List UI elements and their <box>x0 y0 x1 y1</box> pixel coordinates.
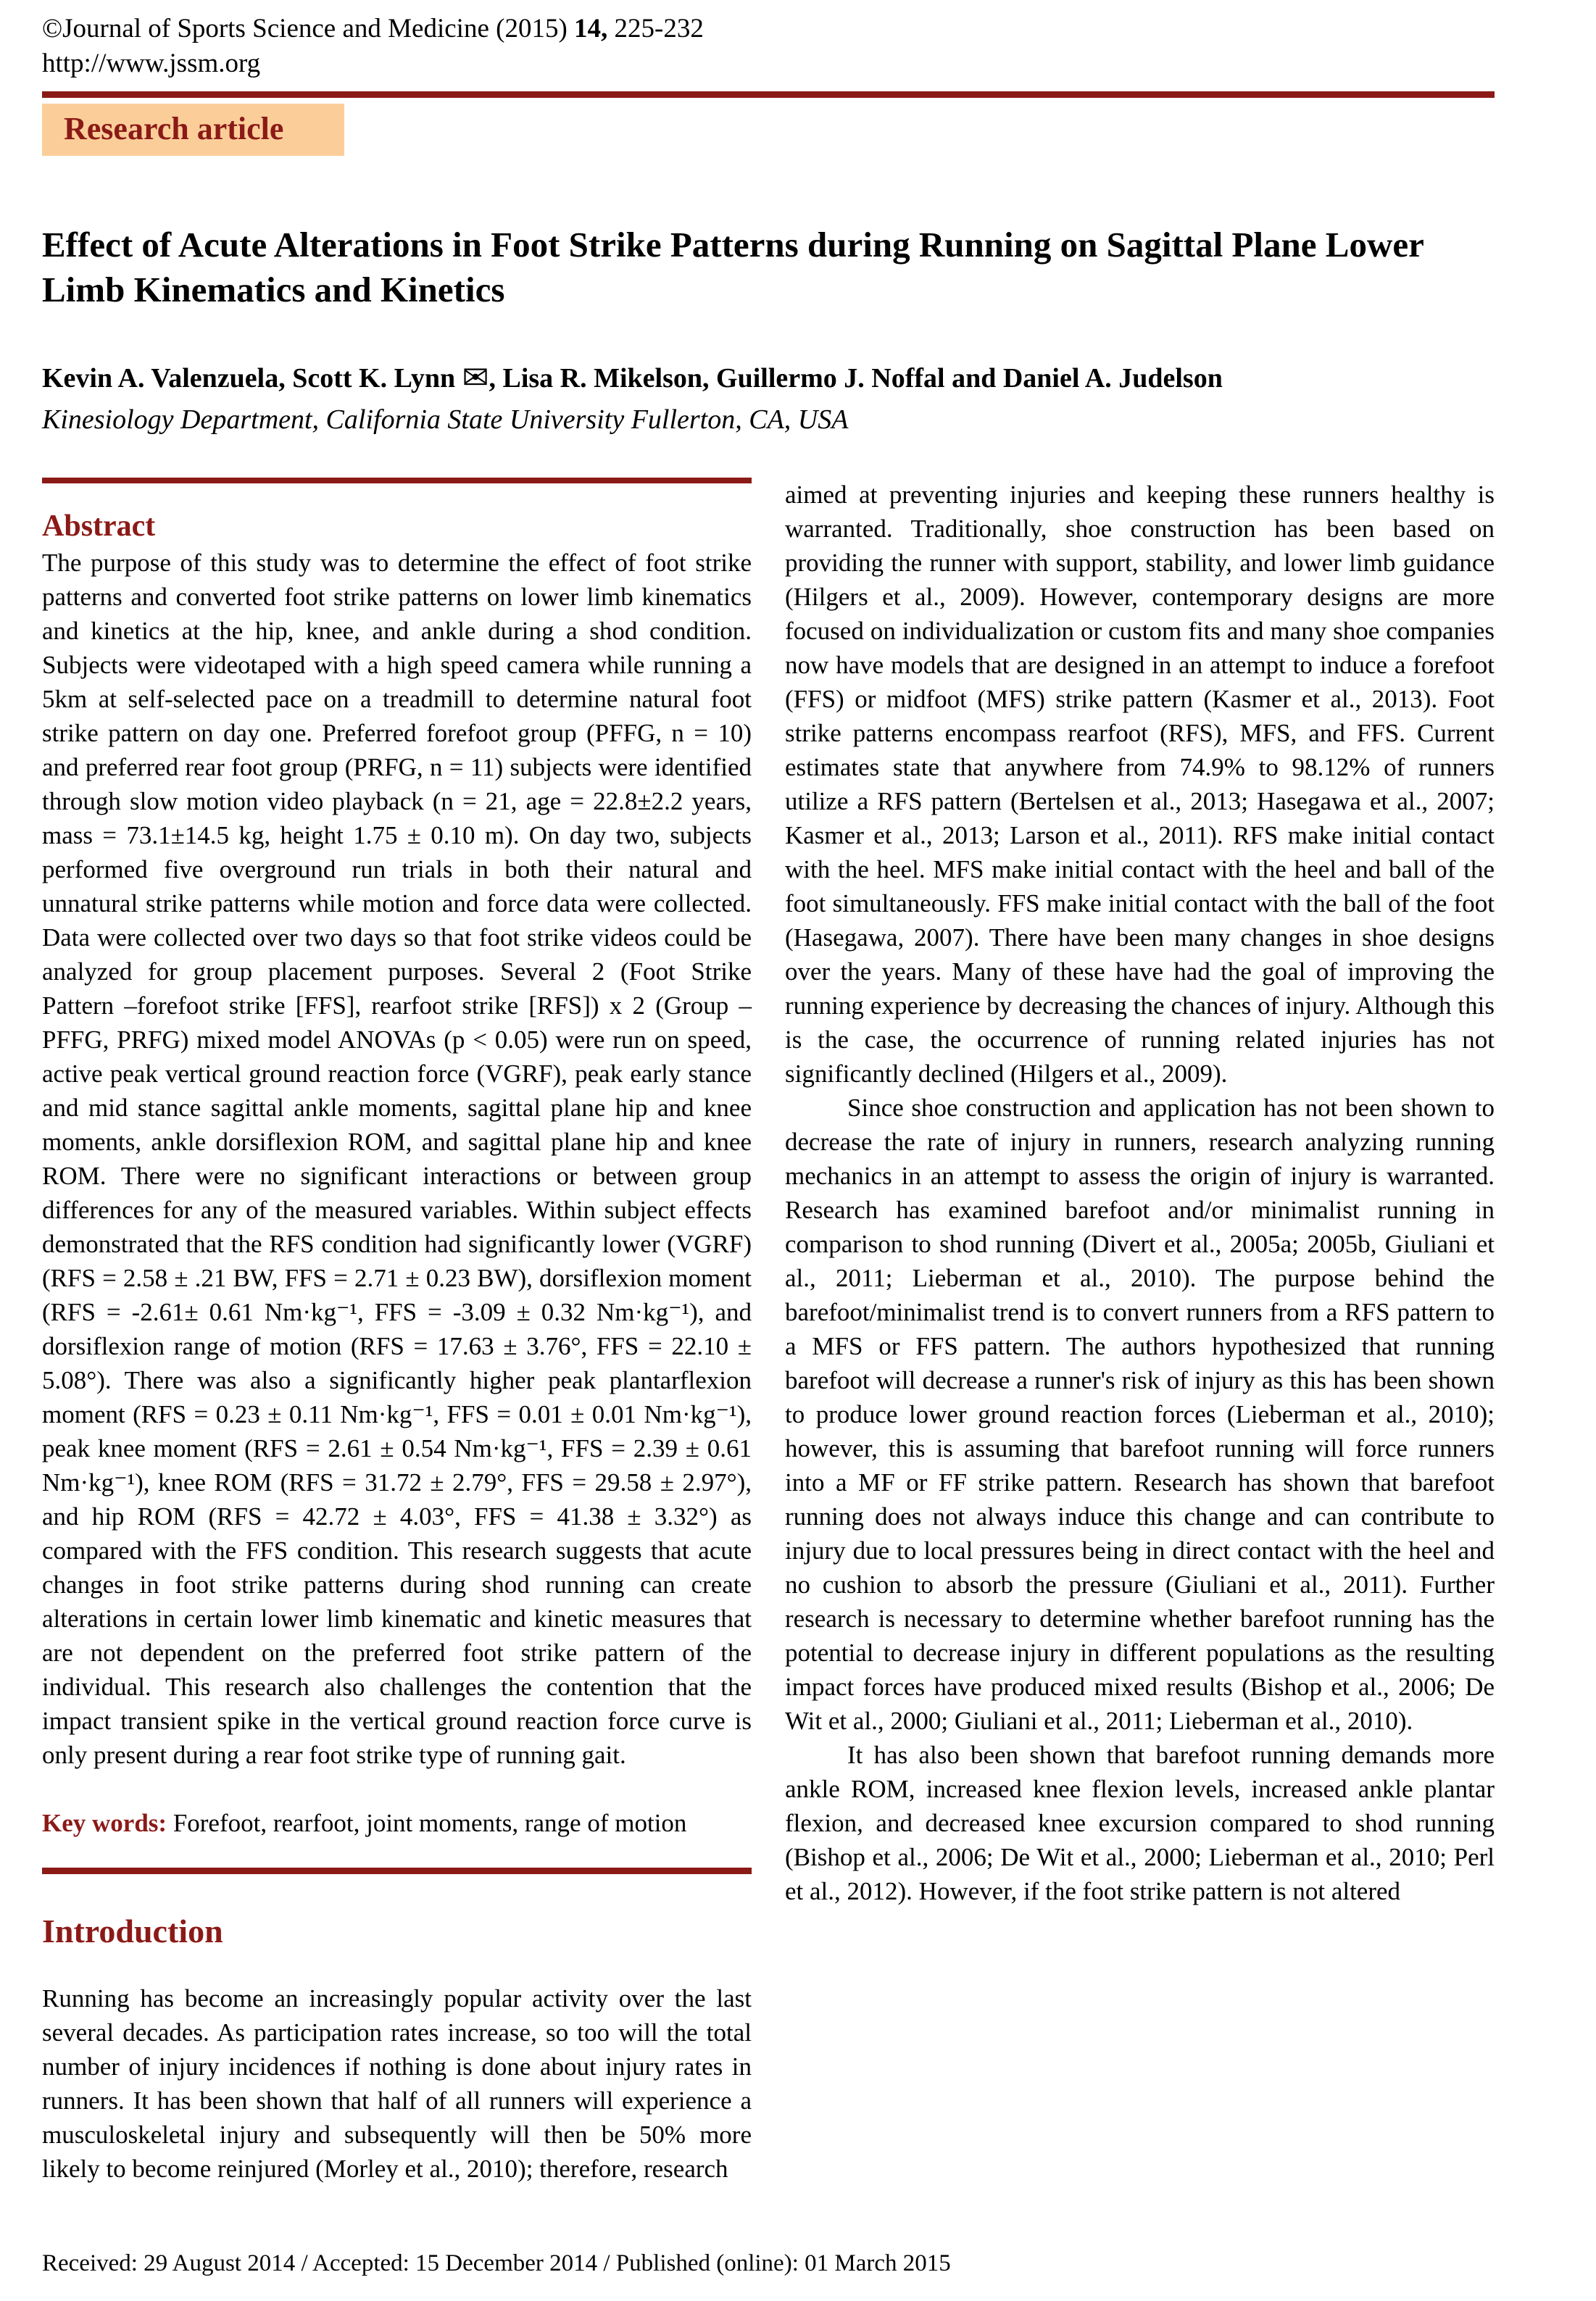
introduction-continuation-paragraph: aimed at preventing injuries and keeping these runners healthy is warranted. Traditionally, shoe construction has been based on providing the runner with support, stability, and lower limb guidance (Hilgers et al., 2009). However, contemporary designs are more focused on individualization or custom fits and many shoe companies now have models that are designed in an attempt to induce a forefoot (FFS) or midfoot (MFS) strike pattern (Kasmer et al., 2013). Foot strike patterns encompass rearfoot (RFS), MFS, and FFS. Current estimates state that anywhere from 74.9% to 98.12% of runners utilize a RFS pattern (Bertelsen et al., 2013; Hasegawa et al., 2007; Kasmer et al., 2013; Larson et al., 2011). RFS make initial contact with the heel. MFS make initial contact with the heel and ball of the foot simultaneously. FFS make initial contact with the ball of the foot (Hasegawa, 2007). There have been many changes in shoe designs over the years. Many of these have had the goal of improving the running experience by decreasing the chances of injury. Although this is the case, the occurrence of running related injuries has not significantly declined (Hilgers et al., 2009). <box>785 480 1495 1088</box>
authors-line <box>42 360 1495 396</box>
introduction-heading: Introduction <box>42 1913 223 1950</box>
journal-url-link[interactable]: http://www.jssm.org <box>42 49 261 78</box>
keywords-text: Forefoot, rearfoot, joint moments, range of motion <box>167 1809 687 1837</box>
top-divider-rule <box>42 91 1495 98</box>
keywords-line <box>42 1806 752 1840</box>
two-column-body <box>42 478 1495 2186</box>
affiliation: Kinesiology Department, California State University Fullerton, CA, USA <box>42 404 849 435</box>
journal-masthead <box>42 12 1495 81</box>
page-content <box>42 0 1495 2186</box>
abstract-heading: Abstract <box>42 509 156 543</box>
introduction-paragraph-3: It has also been shown that barefoot running demands more ankle ROM, increased knee flexion levels, increased ankle plantar flexion, and decreased knee excursion compared to shod running (Bishop et al., 2006; De Wit et al., 2000; Lieberman et al., 2010; Perl et al., 2012). However, if the foot strike pattern is not altered <box>785 1741 1495 1905</box>
abstract-text: The purpose of this study was to determine the effect of foot strike patterns and converted foot strike patterns on lower limb kinematics and kinetics at the hip, knee, and ankle during a shod condition. Subjects were videotaped with a high speed camera while running a 5km at self-selected pace on a treadmill to determine natural foot strike pattern on day one. Preferred forefoot group (PFFG, n = 10) and preferred rear foot group (PRFG, n = 11) subjects were identified through slow motion video playback (n = 21, age = 22.8±2.2 years, mass = 73.1±14.5 kg, height 1.75 ± 0.10 m). On day two, subjects performed five overground run trials in both their natural and unnatural strike patterns while motion and force data were collected. Data were collected over two days so that foot strike videos could be analyzed for group placement purposes. Several 2 (Foot Strike Pattern –forefoot strike [FFS], rearfoot strike [RFS]) x 2 (Group – PFFG, PRFG) mixed model ANOVAs (p < 0.05) were run on speed, active peak vertical ground reaction force (VGRF), peak early stance and mid stance sagittal ankle moments, sagittal plane hip and knee moments, ankle dorsiflexion ROM, and sagittal plane hip and knee ROM. There were no significant interactions or between group differences for any of the measured variables. Within subject effects demonstrated that the RFS condition had significantly lower (VGRF) (RFS = 2.58 ± .21 BW, FFS = 2.71 ± 0.23 BW), dorsiflexion moment (RFS = -2.61± 0.61 Nm·kg⁻¹, FFS = -3.09 ± 0.32 Nm·kg⁻¹), and dorsiflexion range of motion (RFS = 17.63 ± 3.76°, FFS = 22.10 ± 5.08°). There was also a significantly higher peak plantarflexion moment (RFS = 0.23 ± 0.11 Nm·kg⁻¹, FFS = 0.01 ± 0.01 Nm·kg⁻¹), peak knee moment (RFS = 2.61 ± 0.54 Nm·kg⁻¹, FFS = 2.39 ± 0.61 Nm·kg⁻¹), knee ROM (RFS = 31.72 ± 2.79°, FFS = 29.58 ± 2.97°), and hip ROM (RFS = 42.72 ± 4.03°, FFS = 41.38 ± 3.32°) as compared with the FFS condition. This research suggests that acute changes in foot strike patterns during shod running can create alterations in certain lower limb kinematic and kinetic measures that are not dependent on the preferred foot strike pattern of the individual. This research also challenges the contention that the impact transient spike in the vertical ground reaction force curve is only present during a rear foot strike type of running gait. <box>42 549 752 1769</box>
introduction-paragraph-2: Since shoe construction and application has not been shown to decrease the rate of injury in runners, research analyzing running mechanics in an attempt to assess the origin of injury is warranted. Research has examined barefoot and/or minimalist running in comparison to shod running (Divert et al., 2005a; 2005b, Giuliani et al., 2011; Lieberman et al., 2010). The purpose behind the barefoot/minimalist trend is to convert runners from a RFS pattern to a MFS or FFS pattern. The authors hypothesized that running barefoot will decrease a runner's risk of injury as this has been shown to produce lower ground reaction forces (Lieberman et al., 2010); however, this is assuming that barefoot running will force runners into a MF or FF strike pattern. Research has shown that barefoot running does not always induce this change and can contribute to injury due to local pressures being in direct contact with the heel and no cushion to absorb the pressure (Giuliani et al., 2011). Further research is necessary to determine whether barefoot running has the potential to decrease injury in different populations as the resulting impact forces have produced mixed results (Bishop et al., 2006; De Wit et al., 2000; Giuliani et al., 2011; Lieberman et al., 2010). <box>785 1094 1495 1735</box>
journal-citation-prefix: ©Journal of Sports Science and Medicine (2015) <box>42 14 575 43</box>
journal-pages: 225-232 <box>607 14 704 43</box>
journal-volume: 14, <box>574 14 608 43</box>
abstract-top-rule <box>42 478 752 483</box>
corresponding-author-envelope-icon[interactable]: ✉ <box>462 359 489 396</box>
keywords-label: Key words: <box>42 1809 167 1837</box>
authors-after-icon: , Lisa R. Mikelson, Guillermo J. Noffal and Daniel A. Judelson <box>489 363 1223 394</box>
introduction-paragraph: Running has become an increasingly popular activity over the last several decades. As participation rates increase, so too will the total number of injury incidences if nothing is done about injury rates in runners. It has been shown that half of all runners will experience a musculoskeletal injury and subsequently will then be 50% more likely to become reinjured (Morley et al., 2010); therefore, research <box>42 1984 752 2183</box>
authors-before-icon: Kevin A. Valenzuela, Scott K. Lynn <box>42 363 462 394</box>
left-column <box>42 478 752 2186</box>
journal-citation-line <box>42 12 1495 46</box>
paper-title: Effect of Acute Alterations in Foot Strike Patterns during Running on Sagittal Plane Lower Limb Kinematics and Kinetics <box>42 225 1423 309</box>
research-article-badge: Research article <box>42 104 344 156</box>
received-accepted-published-line: Received: 29 August 2014 / Accepted: 15 December 2014 / Published (online): 01 March 2015 <box>42 2250 951 2276</box>
journal-url-line <box>42 46 1495 81</box>
right-column <box>785 478 1495 2186</box>
abstract-bottom-rule <box>42 1868 752 1874</box>
